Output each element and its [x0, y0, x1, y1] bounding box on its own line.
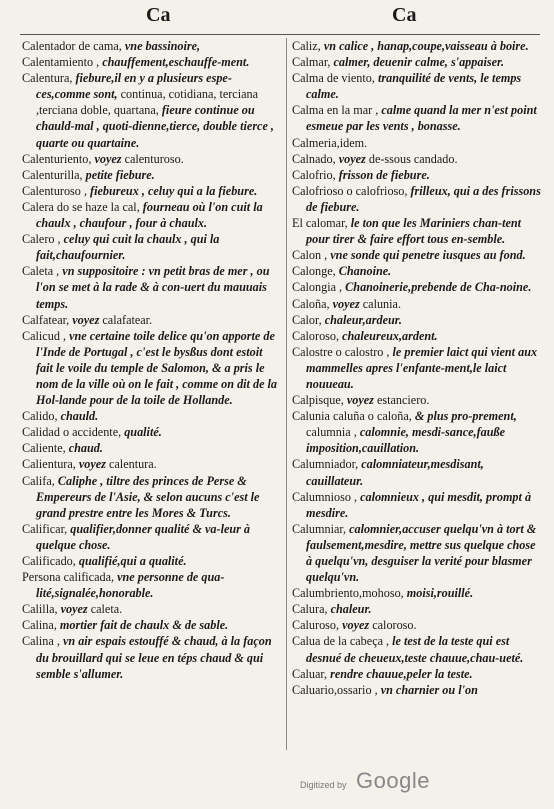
- digitized-watermark: [300, 770, 520, 800]
- dictionary-entry: [292, 408, 542, 456]
- running-head-right: Ca: [392, 4, 417, 26]
- entry-translation: fieure continue ou chauld-mal , quoti-dienne,tierce, double tierce , quarte ou quartaine.: [36, 103, 274, 150]
- entry-translation: frisson de fiebure.: [338, 167, 430, 182]
- dictionary-entry: [22, 617, 280, 633]
- dictionary-entry: [292, 328, 542, 344]
- entry-headword: Calientura,: [22, 457, 79, 472]
- dictionary-entry: [22, 440, 280, 456]
- entry-headword: Calenturilla,: [22, 167, 86, 182]
- entry-headword: Calumniar,: [292, 521, 350, 536]
- entry-translation: & plus pro-prement,: [414, 409, 517, 424]
- entry-translation: vne sonde qui penetre iusques au fond.: [330, 248, 526, 263]
- dictionary-entry: [292, 682, 542, 698]
- dictionary-entry: [22, 456, 280, 472]
- entry-translation: calomnier,accuser quelqu'vn à tort & faulsement,mesdire, mettre sus quelque chose à quelqu'vn, desguiser la verité pour blasmer quelqu'vn.: [306, 521, 537, 585]
- dictionary-entry: [22, 231, 280, 263]
- entry-headword: Calidad o accidente,: [22, 425, 125, 440]
- entry-translation: vn suppositoire : vn petit bras de mer , ou l'on se met à la rade & à con-uert du mauuais temps.: [36, 264, 270, 311]
- entry-translation: qualité.: [124, 425, 162, 440]
- dictionary-entry: [292, 585, 542, 601]
- dictionary-entry: [22, 633, 280, 681]
- entry-headword: Calmar,: [292, 55, 334, 70]
- dictionary-entry: [22, 183, 280, 199]
- entry-translation: frilleux, qui a des frissons de fiebure.: [306, 183, 541, 214]
- dictionary-entry: [292, 617, 542, 633]
- entry-headword: Persona calificada,: [22, 570, 118, 585]
- entry-headword: calentura.: [105, 457, 157, 472]
- entry-translation: Chanoinerie,prebende de Cha-noine.: [345, 280, 532, 295]
- entry-headword: Calmeria,idem.: [292, 135, 368, 150]
- entry-translation: calomnie, mesdi-sance,fauße imposition,cauillation.: [306, 425, 506, 456]
- entry-translation: le ton que les Mariniers chan-tent pour tirer & faire effort tous en-semble.: [306, 216, 522, 247]
- entry-translation: fourneau où l'on cuit la chaulx , chaufour , four à chaulx.: [36, 199, 263, 231]
- dictionary-entry: [22, 167, 280, 183]
- entry-translation: voyez: [332, 296, 360, 311]
- dictionary-entry: [292, 633, 542, 665]
- entry-translation: calmer, deuenir calme, s'appaiser.: [333, 55, 505, 70]
- entry-headword: Caliente,: [22, 441, 69, 456]
- entry-translation: le test de la teste qui est desnué de cheueux,teste chauue,chau-ueté.: [306, 634, 524, 665]
- entry-headword: Calma de viento,: [292, 71, 378, 86]
- entry-headword: El calomar,: [292, 216, 351, 231]
- entry-headword: calafatear.: [99, 312, 153, 327]
- column-divider: [286, 38, 287, 750]
- entry-translation: chaleur.: [330, 602, 372, 617]
- dictionary-entry: [292, 489, 542, 521]
- entry-translation: celuy qui cuit la chaulx , qui la fait,chaufournier.: [36, 232, 220, 263]
- entry-translation: calomnieux , qui mesdit, prompt à mesdire.: [306, 489, 532, 520]
- entry-headword: Calumniador,: [292, 457, 362, 472]
- entry-headword: Caliz,: [292, 39, 324, 53]
- entry-headword: Caleta ,: [22, 264, 63, 279]
- entry-headword: Calentura,: [22, 71, 76, 86]
- entry-headword: Calido,: [22, 409, 61, 424]
- entry-translation: chaleureux,ardent.: [342, 328, 438, 343]
- entry-headword: calenturoso.: [121, 151, 184, 166]
- dictionary-entry: [292, 183, 542, 215]
- dictionary-entry: [22, 473, 280, 521]
- dictionary-entry: [22, 54, 280, 70]
- entry-translation: voyez: [338, 151, 366, 166]
- dictionary-entry: [292, 102, 542, 134]
- entry-headword: Calumnioso ,: [292, 489, 361, 504]
- dictionary-entry: [292, 215, 542, 247]
- entry-headword: Calentamiento ,: [22, 55, 103, 70]
- dictionary-entry: [292, 279, 542, 295]
- entry-headword: Calon ,: [292, 248, 331, 263]
- entry-translation: chaud.: [68, 441, 103, 456]
- dictionary-entry: [292, 601, 542, 617]
- running-head: [0, 4, 554, 30]
- dictionary-entry: [292, 392, 542, 408]
- dictionary-entry: [292, 521, 542, 585]
- entry-translation: voyez: [346, 393, 374, 408]
- entry-headword: Calenturiento,: [22, 151, 95, 166]
- dictionary-entry: [292, 312, 542, 328]
- entry-translation: vn charnier ou l'on: [380, 682, 478, 697]
- entry-headword: Calenturoso ,: [22, 183, 91, 198]
- entry-headword: Caloña,: [292, 296, 333, 311]
- entry-translation: rendre chauue,peler la teste.: [330, 666, 473, 681]
- entry-translation: qualifié,qui a qualité.: [78, 554, 187, 568]
- right-column: [292, 38, 542, 698]
- entry-translation: calomniateur,mesdisant, cauillateur.: [306, 457, 484, 488]
- entry-translation: voyez: [72, 312, 100, 327]
- entry-translation: chaleur,ardeur.: [324, 312, 402, 327]
- entry-translation: vn calice , hanap,coupe,vaisseau à boire.: [323, 39, 529, 53]
- dictionary-entry: [292, 247, 542, 263]
- dictionary-entry: [22, 521, 280, 553]
- entry-translation: vn air espais estouffé & chaud, à la façon du brouillard qui se leue en téps chaud & qui semble s'allumer.: [36, 634, 272, 681]
- dictionary-entry: [292, 151, 542, 167]
- dictionary-entry: [292, 344, 542, 392]
- dictionary-entry: [292, 135, 542, 151]
- left-column: [22, 38, 280, 682]
- dictionary-entry: [22, 263, 280, 311]
- dictionary-entry: [292, 38, 542, 54]
- dictionary-entry: [292, 263, 542, 279]
- entry-headword: Caluar,: [292, 666, 331, 681]
- entry-translation: Chanoine.: [338, 264, 392, 279]
- entry-translation: vne bassinoire,: [124, 39, 201, 53]
- entry-headword: Caluario,ossario ,: [292, 682, 381, 697]
- entry-headword: calunia.: [359, 296, 401, 311]
- dictionary-entry: [292, 296, 542, 312]
- entry-headword: Calua de la cabeça ,: [292, 634, 393, 649]
- dictionary-entry: [22, 328, 280, 408]
- dictionary-entry: [292, 167, 542, 183]
- dictionary-entry: [22, 38, 280, 54]
- entry-headword: Caloroso,: [292, 328, 343, 343]
- entry-headword: Calma en la mar ,: [292, 103, 382, 118]
- entry-headword: calumnia ,: [306, 425, 360, 440]
- entry-translation: qualifier,donner qualité & va-leur à quelque chose.: [36, 521, 251, 552]
- google-logo: Google: [356, 768, 430, 793]
- entry-translation: voyez: [60, 602, 88, 617]
- entry-headword: de-ssous candado.: [365, 151, 458, 166]
- entry-headword: Calificado,: [22, 554, 79, 568]
- entry-translation: tranquilité de vents, le temps calme.: [306, 71, 522, 102]
- entry-translation: calme quand la mer n'est point esmeue par les vents , bonasse.: [306, 103, 537, 134]
- dictionary-entry: [22, 151, 280, 167]
- entry-translation: voyez: [94, 151, 122, 166]
- entry-translation: fiebureux , celuy qui a la fiebure.: [90, 183, 258, 198]
- entry-translation: Caliphe , tiltre des princes de Perse & Empereurs de l'Asie, & selon aucuns c'est le grand prestre entre les Mores & Turcs.: [36, 473, 260, 520]
- entry-headword: estanciero.: [373, 393, 430, 408]
- entry-headword: Calostre o calostro ,: [292, 344, 393, 359]
- entry-headword: Caluroso,: [292, 618, 343, 633]
- running-head-left: Ca: [146, 4, 171, 26]
- digitized-label: Digitized by: [300, 780, 347, 790]
- entry-headword: continua, cotidiana, terciana ,terciana doble, quartana,: [36, 87, 259, 118]
- dictionary-entry: [22, 553, 280, 569]
- entry-translation: chauld.: [60, 409, 99, 424]
- entry-headword: Calificar,: [22, 521, 71, 536]
- entry-headword: Calongia ,: [292, 280, 346, 295]
- dictionary-entry: [292, 54, 542, 70]
- entry-translation: le premier laict qui vient aux mammelles apres l'enfante-ment,le laict nouueau.: [306, 344, 538, 391]
- entry-headword: Calonge,: [292, 264, 339, 279]
- entry-headword: Calura,: [292, 602, 331, 617]
- dictionary-entry: [22, 408, 280, 424]
- entry-translation: fiebure,il en y a plusieurs espe-ces,comme sont,: [36, 71, 232, 102]
- entry-headword: Calfatear,: [22, 312, 73, 327]
- entry-headword: Calicud ,: [22, 328, 70, 343]
- dictionary-entry: [22, 569, 280, 601]
- dictionary-entry: [22, 601, 280, 617]
- entry-headword: Calina ,: [22, 634, 63, 649]
- entry-translation: mortier fait de chaulx & de sable.: [59, 618, 229, 633]
- entry-translation: vne personne de qua-lité,signalée,honorable.: [36, 570, 225, 601]
- entry-headword: Calor,: [292, 312, 325, 327]
- entry-headword: Calpisque,: [292, 393, 347, 408]
- entry-headword: Calero ,: [22, 232, 64, 247]
- entry-headword: Calina,: [22, 618, 60, 633]
- entry-headword: Califa,: [22, 473, 58, 488]
- entry-headword: Calilla,: [22, 602, 61, 617]
- entry-headword: caloroso.: [369, 618, 417, 633]
- entry-headword: Calentador de cama,: [22, 39, 125, 53]
- entry-headword: Calofrioso o calofrioso,: [292, 183, 411, 198]
- entry-translation: petite fiebure.: [85, 167, 155, 182]
- dictionary-entry: [22, 199, 280, 231]
- entry-headword: caleta.: [87, 602, 123, 617]
- dictionary-entry: [22, 70, 280, 150]
- dictionary-entry: [292, 70, 542, 102]
- entry-headword: Calumbriento,mohoso,: [292, 586, 407, 601]
- header-rule: [20, 34, 540, 35]
- entry-headword: Calera do se haze la cal,: [22, 199, 143, 214]
- entry-headword: Calnado,: [292, 151, 339, 166]
- entry-headword: Calofrio,: [292, 167, 339, 182]
- entry-translation: voyez: [342, 618, 370, 633]
- dictionary-entry: [292, 666, 542, 682]
- entry-translation: moisi,rouillé.: [406, 586, 474, 601]
- entry-translation: chauffement,eschauffe-ment.: [102, 55, 250, 70]
- dictionary-entry: [292, 456, 542, 488]
- entry-translation: voyez: [78, 457, 106, 472]
- entry-translation: vne certaine toile delice qu'on apporte de l'Inde de Portugal , c'est le bysßus dont estoit fait le voile du temple de Salomon, & a pris le nom de la ville où on le fait , comme on dit de la Hol-lande pour de la toile de Hollande.: [36, 328, 278, 408]
- dictionary-entry: [22, 424, 280, 440]
- dictionary-entry: [22, 312, 280, 328]
- entry-headword: Calunia caluña o caloña,: [292, 409, 415, 424]
